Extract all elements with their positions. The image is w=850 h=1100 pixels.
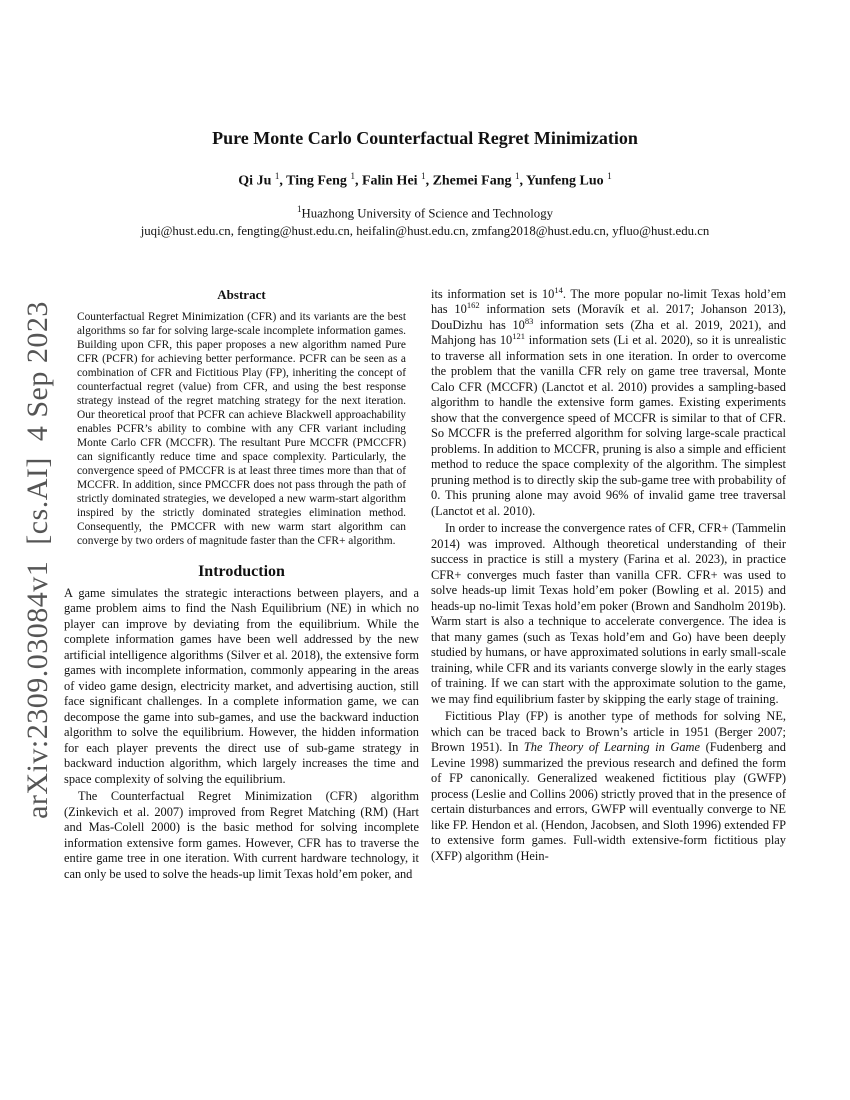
affiliation-line: $^1$Huazhong University of Science and Technology [296,203,554,220]
right-column-paragraph-2: In order to increase the convergence rates of CFR, CFR+ (Tammelin 2014) was improved. Although theoretical understanding of their success in practice is still a mystery (Farina et al. 2023), in practice CFR+ converges much faster than vanilla CFR. CFR+ was used to solve heads-up limit Texas hold’em poker (Bowling et al. 2015) and heads-up no-limit Texas hold’em poker (Brown and Sandholm 2019b). Warm start is also a technique to accelerate convergence. The idea is that many games (such as Texas hold’em and Go) have been deeply studied by humans, or have approximated solutions in early small-scale training, while CFR and its variants converge slowly in the early stages of training. If we can start with the approximate solution to the game, we may find equilibrium faster by skipping the early stage of training. [431,521,786,706]
abstract-text: Counterfactual Regret Minimization (CFR) and its variants are the best algorithms so far for solving large-scale incomplete information games. Building upon CFR, this paper proposes a new algorithm named Pure CFR (PCFR) for achieving better performance. PCFR can be seen as a combination of CFR and Fictitious Play (FP), inheriting the concept of counterfactual regret (value) from CFR, and using the best response strategy instead of the regret matching strategy for the next iteration. Our theoretical proof that PCFR can achieve Blackwell approachability enables PCFR’s ability to combine with any CFR variant including Monte Carlo CFR (MCCFR). The resultant Pure MCCFR (PMCCFR) can significantly reduce time and space complexity. Particularly, the convergence speed of PMCCFR is at least three times more than that of MCCFR. In addition, since PMCCFR does not pass through the path of strictly dominated strategies, we developed a new warm-start algorithm inspired by the strictly dominated strategies elimination method. Consequently, the PMCCFR with new warm start algorithm can converge by two orders of magnitude faster than the CFR+ algorithm. [77,310,406,547]
paper-header [0,0,850,239]
introduction-heading: Introduction [198,562,285,580]
author-line: Qi Ju $^1$, Ting Feng $^1$, Falin Hei $^1$, Zhemei Fang $^1$, Yunfeng Luo $^1$ [238,171,612,189]
introduction-paragraph-1: A game simulates the strategic interactions between players, and a game problem aims to find the Nash Equilibrium (NE) in which no player can improve by deviating from the equilibrium. While the complete information games have been well addressed by the new artificial intelligence algorithms (Silver et al. 2018), the extensive form games with incomplete information, commonly appearing in the areas of video game design, electricity market, and advertising auction, still face significant challenges. In a complete information game, we can decompose the game into sub-games, and use the backward induction algorithm to solve the equilibrium. However, the hidden information for each player prevents the direct use of sub-game strategy in backward induction algorithm, which largely increases the time and space complexity of solving the equilibrium. [64,585,419,786]
introduction-paragraph-2: The Counterfactual Regret Minimization (CFR) algorithm (Zinkevich et al. 2007) improved from Regret Matching (RM) (Hart and Mas-Colell 2000) is the basic method for solving incomplete information extensive form games. However, CFR has to traverse the entire game tree in one iteration. With current hardware technology, it can only be used to solve the heads-up limit Texas hold’em poker, and [64,789,419,881]
paper-title: Pure Monte Carlo Counterfactual Regret Minimization [212,128,638,148]
right-column [431,284,786,865]
email-line: juqi@hust.edu.cn, fengting@hust.edu.cn, heifalin@hust.edu.cn, zmfang2018@hust.edu.cn, yfluo@hust.edu.cn [140,223,710,238]
abstract-heading: Abstract [217,286,266,302]
right-column-paragraph-3: Fictitious Play (FP) is another type of methods for solving NE, which can be traced back to Brown’s article in 1951 (Berger 2007; Brown 1951). In The Theory of Learning in Game (Fudenberg and Levine 1998) summarized the previous research and defined the form of FP canonically. Generalized weakened fictitious play (GWFP) process (Leslie and Collins 2006) strictly proved that in the presence of certain disturbances and errors, GWFP will eventually converge to NE like FP. Hendon et al. (Hendon, Jacobsen, and Sloth 1996) extended FP to extensive form games. Full-width extensive-form fictitious play (XFP) algorithm (Hein- [431,709,786,863]
abstract-block [77,287,406,548]
left-column [64,287,419,883]
arxiv-watermark: arXiv:2309.03084v1 [cs.AI] 4 Sep 2023 [21,301,54,819]
two-column-body [0,284,850,883]
right-column-paragraph-1: its information set is $10^{14}$. The more popular no-limit Texas hold’em has $10^{162}$ information sets (Moravík et al. 2017; Johanson 2013), DouDizhu has $10^{83}$ information sets (Zha et al. 2019, 2021), and Mahjong has $10^{121}$ information sets (Li et al. 2020), so it is unrealistic to traverse all information sets in one iteration. In order to overcome the problem that the vanilla CFR rely on game tree traversal, Monte Calo CFR (MCCFR) (Lanctot et al. 2010) provides a sampling-based algorithm to handle the extensive form games. Existing experiments show that the convergence speed of MCCFR is similar to that of CFR. So MCCFR is the preferred algorithm for solving large-scale practical problems. In addition to MCCFR, pruning is also a simple and efficient method to reduce the space complexity of the algorithm. The simplest pruning method is to directly skip the sub-game tree with probability of 0. This pruning alone may avoid 96% of invalid game tree traversal (Lanctot et al. 2010). [431,284,786,518]
